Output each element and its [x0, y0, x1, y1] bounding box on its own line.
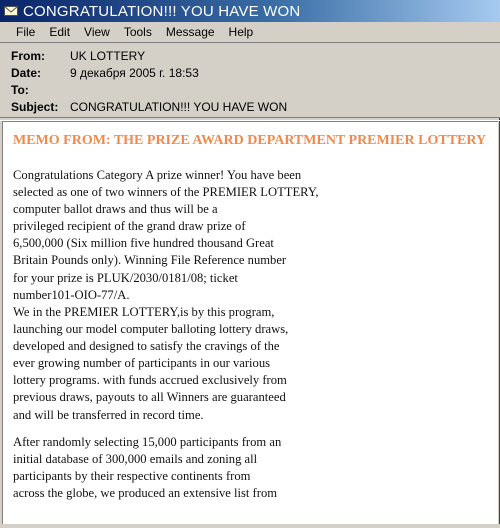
menu-help[interactable]: Help [228, 25, 254, 39]
memo-heading: MEMO FROM: THE PRIZE AWARD DEPARTMENT PREMIER LOTTERY [13, 133, 487, 148]
message-headers [0, 43, 500, 117]
paragraph-2 [13, 304, 288, 424]
body-line: across the globe, we produced an extensive list from [13, 486, 278, 501]
envelope-icon [3, 3, 19, 19]
body-line: lottery programs. with funds accrued exclusively from [13, 373, 287, 388]
body-line: participants by their respective continents from [13, 469, 251, 484]
from-value[interactable]: UK LOTTERY [70, 48, 146, 63]
paragraph-3 [13, 434, 281, 502]
body-line: ever growing number of participants in our various [13, 356, 271, 371]
menu-tools[interactable]: Tools [123, 25, 152, 39]
menu-file[interactable]: File [16, 25, 36, 39]
from-label: From: [11, 48, 45, 63]
body-line: Congratulations Category A prize winner! You have been [13, 168, 302, 182]
body-line: for your prize is PLUK/2030/0181/08; ticket [13, 270, 238, 285]
body-line: and will be transferred in record time. [13, 407, 204, 422]
subject-value: CONGRATULATION!!! YOU HAVE WON [70, 99, 288, 114]
to-label: To: [11, 82, 29, 97]
body-line: Britain Pounds only). Winning File Reference number [13, 253, 287, 268]
paragraph-1 [13, 167, 318, 304]
body-line: selected as one of two winners of the PREMIER LOTTERY, [13, 185, 319, 200]
title-bar[interactable] [0, 0, 500, 22]
body-line: We in the PREMIER LOTTERY,is by this program, [13, 305, 275, 319]
window-title: CONGRATULATION!!! YOU HAVE WON [23, 2, 301, 20]
date-value: 9 декабря 2005 г. 18:53 [70, 65, 199, 80]
body-line: previous draws, payouts to all Winners are guaranteed [13, 390, 286, 405]
body-line: computer ballot draws and thus will be a [13, 202, 218, 217]
menu-edit[interactable]: Edit [49, 25, 71, 39]
body-line: developed and designed to satisfy the cravings of the [13, 339, 280, 354]
date-label: Date: [11, 65, 42, 80]
body-line: number101-OIO-77/A. [13, 287, 130, 302]
body-line: privileged recipient of the grand draw prize of [13, 219, 246, 234]
body-line: initial database of 300,000 emails and zoning all [13, 452, 258, 467]
menu-message[interactable]: Message [165, 25, 215, 39]
body-line: launching our model computer balloting lottery draws, [13, 322, 289, 337]
menu-bar [0, 22, 500, 43]
body-line: After randomly selecting 15,000 participants from an [13, 435, 282, 449]
message-body[interactable] [2, 121, 498, 524]
window-bottom-edge [0, 524, 500, 528]
subject-label: Subject: [11, 99, 59, 114]
body-line: 6,500,000 (Six million five hundred thousand Great [13, 236, 274, 251]
menu-view[interactable]: View [84, 25, 110, 39]
